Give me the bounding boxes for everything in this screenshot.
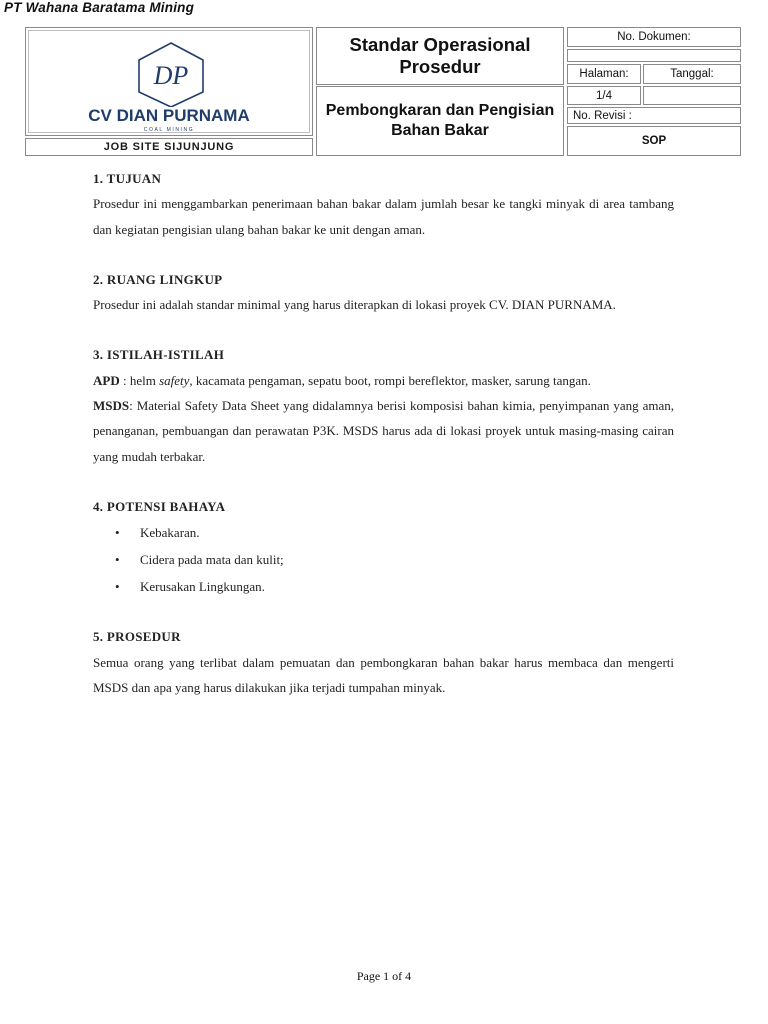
term-msds-label: MSDS <box>93 398 130 414</box>
job-site-cell <box>25 138 313 156</box>
term-msds-text: : Material Safety Data Sheet yang didalamnya berisi komposisi bahan kimia, penyimpanan yang aman, penanganan, pembuangan dan perawatan P3K. MSDS harus ada di lokasi proyek untuk masing-masing cairan yang mudah terbakar. <box>93 398 674 464</box>
section-heading-prosedur: 5. PROSEDUR <box>93 629 181 645</box>
term-apd-italic: safety <box>159 372 190 388</box>
term-apd <box>93 368 674 393</box>
document-header-table <box>25 27 741 156</box>
no-dokumen-cell <box>567 27 741 47</box>
no-dokumen-label: No. Dokumen: <box>617 31 691 43</box>
tanggal-value-cell <box>643 86 741 105</box>
no-dokumen-value-cell <box>567 49 741 62</box>
no-revisi-label: No. Revisi : <box>573 109 632 122</box>
term-apd-label: APD <box>93 372 120 388</box>
sop-cell <box>567 126 741 156</box>
section-heading-istilah: 3. ISTILAH-ISTILAH <box>93 347 225 363</box>
section-text-ruang-lingkup: Prosedur ini adalah standar minimal yang harus diterapkan di lokasi proyek CV. DIAN PURNAMA. <box>93 297 616 313</box>
no-revisi-cell <box>567 107 741 124</box>
term-apd-text-1: : helm <box>119 372 160 388</box>
logo-subtitle: COAL MINING <box>143 127 195 133</box>
section-heading-potensi: 4. POTENSI BAHAYA <box>93 498 226 514</box>
title-cell <box>316 27 564 85</box>
list-item: • Kebakaran. <box>140 519 674 546</box>
list-item: • Cidera pada mata dan kulit; <box>140 546 674 573</box>
subtitle-cell <box>316 86 564 156</box>
hexagon-logo-icon <box>133 41 209 107</box>
logo-cell <box>25 27 313 136</box>
halaman-label: Halaman: <box>579 68 629 80</box>
section-heading-tujuan: 1. TUJUAN <box>93 171 162 186</box>
logo-name: CV DIAN PURNAMA <box>88 106 250 125</box>
doc-subtitle: Pembongkaran dan Pengisian Bahan Bakar <box>325 102 555 139</box>
document-body <box>93 166 674 700</box>
logo-frame <box>28 30 310 133</box>
hazard-list <box>93 519 674 600</box>
logo-monogram: DP <box>153 61 189 90</box>
company-header: PT Wahana Baratama Mining <box>4 0 195 15</box>
halaman-value: 1/4 <box>596 89 612 102</box>
page-footer: Page 1 of 4 <box>356 969 412 983</box>
list-item: • Kerusakan Lingkungan. <box>140 573 674 600</box>
term-msds <box>93 393 674 469</box>
tanggal-label: Tanggal: <box>670 68 714 80</box>
doc-title: Standar Operasional Prosedur <box>349 34 531 77</box>
halaman-cell <box>567 64 641 84</box>
term-apd-text-2: , kacamata pengaman, sepatu boot, rompi bereflektor, masker, sarung tangan. <box>189 372 591 388</box>
sop-label: SOP <box>641 135 667 147</box>
job-site-label: JOB SITE SIJUNJUNG <box>103 141 235 153</box>
halaman-value-cell <box>567 86 641 105</box>
section-text-tujuan: Prosedur ini menggambarkan penerimaan bahan bakar dalam jumlah besar ke tangki minyak di area tambang dan kegiatan pengisian ulang bahan bakar ke unit dengan aman. <box>93 196 674 237</box>
section-text-prosedur: Semua orang yang terlibat dalam pemuatan dan pembongkaran bahan bakar harus membaca dan mengerti MSDS dan apa yang harus dilakukan jika terjadi tumpahan minyak. <box>93 654 674 695</box>
section-heading-ruang-lingkup: 2. RUANG LINGKUP <box>93 271 223 287</box>
tanggal-cell <box>643 64 741 84</box>
